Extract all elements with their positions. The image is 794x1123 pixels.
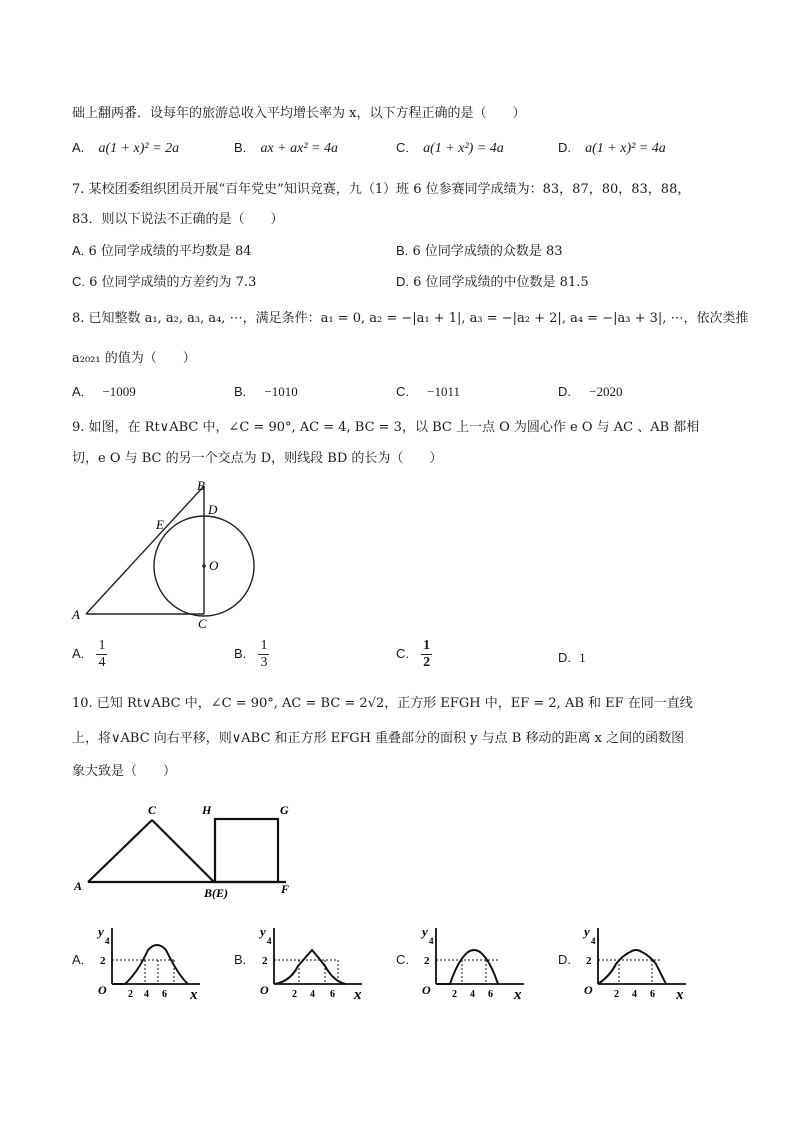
svg-text:6: 6 <box>488 989 493 1000</box>
svg-text:4: 4 <box>591 936 596 946</box>
svg-text:x: x <box>354 987 362 1000</box>
q9-option-d[interactable]: D. 1 <box>558 650 586 665</box>
q10-option-c[interactable]: C. <box>396 952 409 967</box>
label-o: O <box>209 558 219 573</box>
q7-option-a[interactable]: A. 6 位同学成绩的平均数是 84 <box>72 243 252 259</box>
q10-graph-b <box>250 920 380 1000</box>
q10-option-b[interactable]: B. <box>234 952 247 967</box>
q9-figure <box>66 474 266 634</box>
svg-text:6: 6 <box>162 989 167 1000</box>
q10-graph-c <box>412 920 542 1000</box>
svg-text:4: 4 <box>144 989 149 1000</box>
svg-text:2: 2 <box>614 989 619 1000</box>
q6-option-d[interactable]: D. a(1 + x)² = 4a <box>558 140 666 156</box>
q10-option-a[interactable]: A. <box>72 952 85 967</box>
svg-text:y: y <box>260 924 266 939</box>
svg-text:2: 2 <box>262 955 268 967</box>
label-e: E <box>156 517 164 532</box>
segment-cb <box>152 820 214 882</box>
q8-option-c[interactable]: C. −1011 <box>396 384 460 399</box>
q10-stem-line2: 上，将∨ABC 向右平移，则∨ABC 和正方形 EFGH 重叠部分的面积 y 与点 B 移动的距离 x 之间的函数图 <box>72 731 685 746</box>
svg-text:4: 4 <box>429 936 434 946</box>
svg-text:2: 2 <box>424 955 430 967</box>
label-c: C <box>148 803 157 817</box>
q10-graph-a <box>88 920 218 1000</box>
svg-text:O: O <box>422 983 431 997</box>
svg-text:2: 2 <box>586 955 592 967</box>
svg-text:2: 2 <box>128 989 133 1000</box>
square-efgh <box>215 819 278 882</box>
q7-option-d[interactable]: D. 6 位同学成绩的中位数是 81.5 <box>396 274 589 290</box>
q8-stem-line2: a₂₀₂₁ 的值为（ ） <box>72 351 196 366</box>
q8-option-a[interactable]: A. −1009 <box>72 384 136 399</box>
svg-text:O: O <box>260 983 269 997</box>
svg-text:x: x <box>676 987 684 1000</box>
q10-figure <box>68 800 308 900</box>
center-o-dot <box>202 564 206 568</box>
svg-text:y: y <box>98 924 104 939</box>
q6-stem-continuation: 础上翻两番．设每年的旅游总收入平均增长率为 x，以下方程正确的是（ ） <box>72 106 526 121</box>
label-f: F <box>281 882 290 896</box>
q6-option-c[interactable]: C. a(1 + x²) = 4a <box>396 140 504 156</box>
svg-text:4: 4 <box>105 936 110 946</box>
svg-text:x: x <box>514 987 522 1000</box>
label-a: A <box>72 607 80 622</box>
svg-text:O: O <box>584 983 593 997</box>
svg-text:2: 2 <box>452 989 457 1000</box>
label-b-e: B(E) <box>204 886 228 900</box>
q8-option-d[interactable]: D. −2020 <box>558 384 623 399</box>
q8-stem-line1: 8. 已知整数 a₁, a₂, a₃, a₄, ⋯，满足条件：a₁ = 0, a₂ = −|a₁ + 1|, a₃ = −|a₂ + 2|, a₄ = −|a₃ + 3|, ⋯，依次类推 <box>72 311 749 326</box>
label-h: H <box>202 803 212 817</box>
q9-option-a[interactable]: A. $\frac{1}{4}$ <box>72 638 106 670</box>
label-c: C <box>198 616 207 631</box>
label-a: A <box>74 879 83 893</box>
q6-option-b[interactable]: B. ax + ax² = 4a <box>234 140 338 156</box>
svg-text:y: y <box>584 924 590 939</box>
q9-stem-line2: 切，e O 与 BC 的另一个交点为 D，则线段 BD 的长为（ ） <box>72 451 443 466</box>
svg-text:4: 4 <box>310 989 315 1000</box>
svg-text:O: O <box>98 983 107 997</box>
svg-text:x: x <box>190 987 198 1000</box>
q7-stem-line1: 7. 某校团委组织团员开展“百年党史”知识竞赛，九（1）班 6 位参赛同学成绩为：83，87，80，83，88， <box>72 182 691 197</box>
q7-stem-line2: 83．则以下说法不正确的是（ ） <box>72 212 284 227</box>
q10-stem-line1: 10. 已知 Rt∨ABC 中，∠C = 90°, AC = BC = 2√2，正方形 EFGH 中，EF = 2, AB 和 EF 在同一直线 <box>72 696 693 711</box>
label-g: G <box>280 803 289 817</box>
svg-text:4: 4 <box>470 989 475 1000</box>
svg-text:4: 4 <box>267 936 272 946</box>
q10-option-d[interactable]: D. <box>558 952 571 967</box>
q10-graph-d <box>574 920 704 1000</box>
svg-text:6: 6 <box>330 989 335 1000</box>
label-b: B <box>197 478 205 493</box>
svg-text:4: 4 <box>632 989 637 1000</box>
svg-text:2: 2 <box>292 989 297 1000</box>
q9-option-b[interactable]: B. $\frac{1}{3}$ <box>234 638 268 670</box>
q9-stem-line1: 9. 如图，在 Rt∨ABC 中，∠C = 90°, AC = 4, BC = 3，以 BC 上一点 O 为圆心作 e O 与 AC 、AB 都相 <box>72 420 700 435</box>
svg-text:2: 2 <box>100 955 106 967</box>
label-d: D <box>208 502 218 517</box>
q7-option-b[interactable]: B. 6 位同学成绩的众数是 83 <box>396 243 563 259</box>
q6-option-a[interactable]: A. a(1 + x)² = 2a <box>72 140 180 156</box>
q9-option-c[interactable]: C. $\frac{1}{2}$ <box>396 638 431 670</box>
segment-ac <box>88 820 152 882</box>
segment-ab <box>86 486 204 614</box>
q10-stem-line3: 象大致是（ ） <box>72 764 177 779</box>
q8-option-b[interactable]: B. −1010 <box>234 384 298 399</box>
svg-text:y: y <box>422 924 428 939</box>
svg-text:6: 6 <box>650 989 655 1000</box>
q7-option-c[interactable]: C. 6 位同学成绩的方差约为 7.3 <box>72 274 257 290</box>
